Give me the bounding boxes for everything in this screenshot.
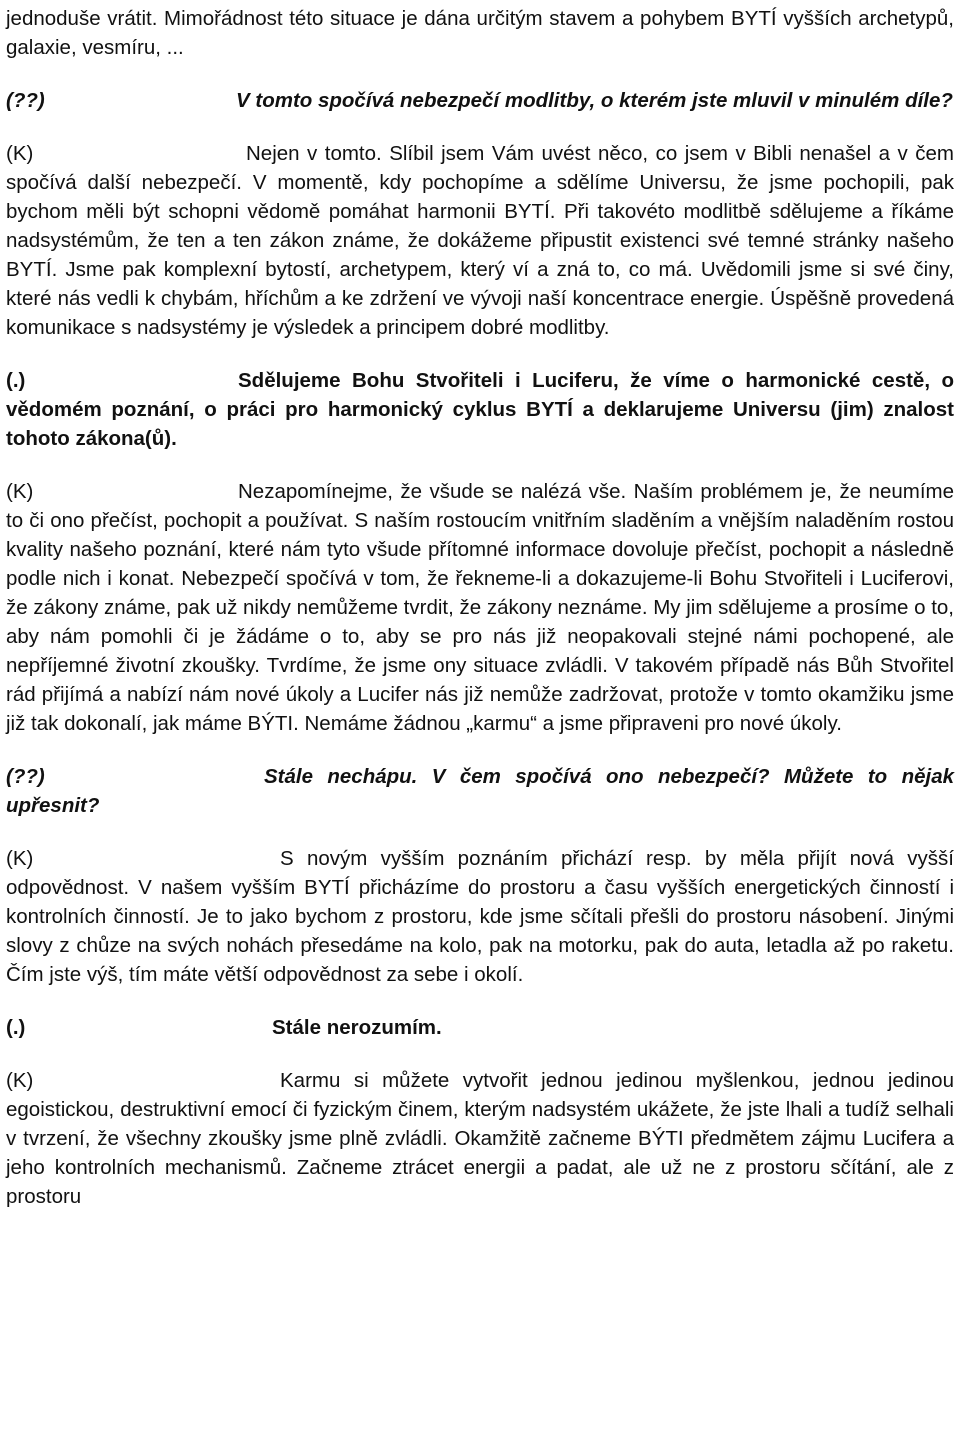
paragraph-question-1 [6, 86, 954, 115]
speaker-label: (.) [6, 369, 26, 392]
paragraph-text: Sdělujeme Bohu Stvořiteli i Luciferu, že víme o harmonické cestě, o vědomém poznání, o práci pro harmonický cyklus BYTÍ a deklarujeme Universu (jim) znalost tohoto zákona(ů). [6, 369, 954, 450]
paragraph-answer-3 [6, 844, 954, 989]
paragraph-statement-2 [6, 1013, 954, 1042]
document-page [6, 4, 954, 1211]
paragraph-text: Stále nerozumím. [272, 1016, 442, 1039]
paragraph-text: Karmu si můžete vytvořit jednou jedinou myšlenkou, jednou jedinou egoistickou, destruktivní emocí či fyzickým činem, kterým nadsystém ukážete, že jste lhali a tudíž selhali v tvrzení, že všechny zkoušky jsme plně zvládli. Okamžitě začneme BÝTI předmětem zájmu Lucifera a jeho kontrolních mechanismů. Začneme ztrácet energii a padat, ale už ne z prostoru sčítání, ale z prostoru [6, 1069, 954, 1208]
paragraph-question-2 [6, 762, 954, 820]
speaker-label: (??) [6, 89, 45, 112]
speaker-label: (K) [6, 1069, 34, 1092]
paragraph-text: Nejen v tomto. Slíbil jsem Vám uvést něco, co jsem v Bibli nenašel a v čem spočívá další nebezpečí. V momentě, kdy pochopíme a sdělíme Universu, že jsme pochopili, pak bychom měli být schopni vědomě pomáhat harmonii BYTÍ. Při takovéto modlitbě sdělujeme a říkáme nadsystémům, že ten a ten zákon známe, že dokážeme připustit existenci své temné stránky našeho BYTÍ. Jsme pak komplexní bytostí, archetypem, který ví a zná to, co má. Uvědomili jsme si své činy, které nás vedli k chybám, hříchům a ke zdržení ve vývoji naší koncentrace energie. Úspěšně provedená komunikace s nadsystémy je výsledek a principem dobré modlitby. [6, 142, 954, 339]
paragraph-text: V tomto spočívá nebezpečí modlitby, o kterém jste mluvil v minulém díle? [236, 89, 953, 112]
paragraph-answer-2 [6, 477, 954, 738]
speaker-label: (.) [6, 1016, 26, 1039]
paragraph-intro: jednoduše vrátit. Mimořádnost této situace je dána určitým stavem a pohybem BYTÍ vyšších archetypů, galaxie, vesmíru, ... [6, 7, 954, 59]
paragraph-text: Nezapomínejme, že všude se nalézá vše. Naším problémem je, že neumíme to či ono přečíst, pochopit a používat. S naším rostoucím vnitřním sladěním a vnějším naladěním rostou kvality našeho poznání, které nám tyto všude přítomné informace dovoluje přečíst, pochopit a následně podle nich i konat. Nebezpečí spočívá v tom, že řekneme-li a dokazujeme-li Bohu Stvořiteli i Luciferovi, že zákony známe, pak už nikdy nemůžeme tvrdit, že zákony neznáme. My jim sdělujeme a prosíme o to, aby nám pomohli či je žádáme o to, aby se pro nás již neopakovali stejné námi pochopené, ale nepříjemné životní zkoušky. Tvrdíme, že jsme ony situace zvládli. V takovém případě nás Bůh Stvořitel rád přijímá a nabízí nám nové úkoly a Lucifer nás již nemůže zadržovat, protože v tomto okamžiku jsme již tak dokonalí, jak máme BÝTI. Nemáme žádnou „karmu“ a jsme připraveni pro nové úkoly. [6, 480, 954, 735]
speaker-label: (K) [6, 142, 34, 165]
paragraph-statement-1 [6, 366, 954, 453]
paragraph-answer-4 [6, 1066, 954, 1211]
speaker-label: (K) [6, 847, 34, 870]
speaker-label: (??) [6, 765, 45, 788]
speaker-label: (K) [6, 480, 34, 503]
paragraph-answer-1 [6, 139, 954, 342]
paragraph-text: Stále nechápu. V čem spočívá ono nebezpečí? Můžete to nějak upřesnit? [6, 765, 954, 817]
paragraph-text: S novým vyšším poznáním přichází resp. by měla přijít nová vyšší odpovědnost. V našem vyšším BYTÍ přicházíme do prostoru a času vyšších energetických činností i kontrolních činností. Je to jako bychom z prostoru, kde jsme sčítali přešli do prostoru násobení. Jinými slovy z chůze na svých nohách přesedáme na kolo, pak na motorku, pak do auta, letadla až po raketu. Čím jste výš, tím máte větší odpovědnost za sebe i okolí. [6, 847, 954, 986]
